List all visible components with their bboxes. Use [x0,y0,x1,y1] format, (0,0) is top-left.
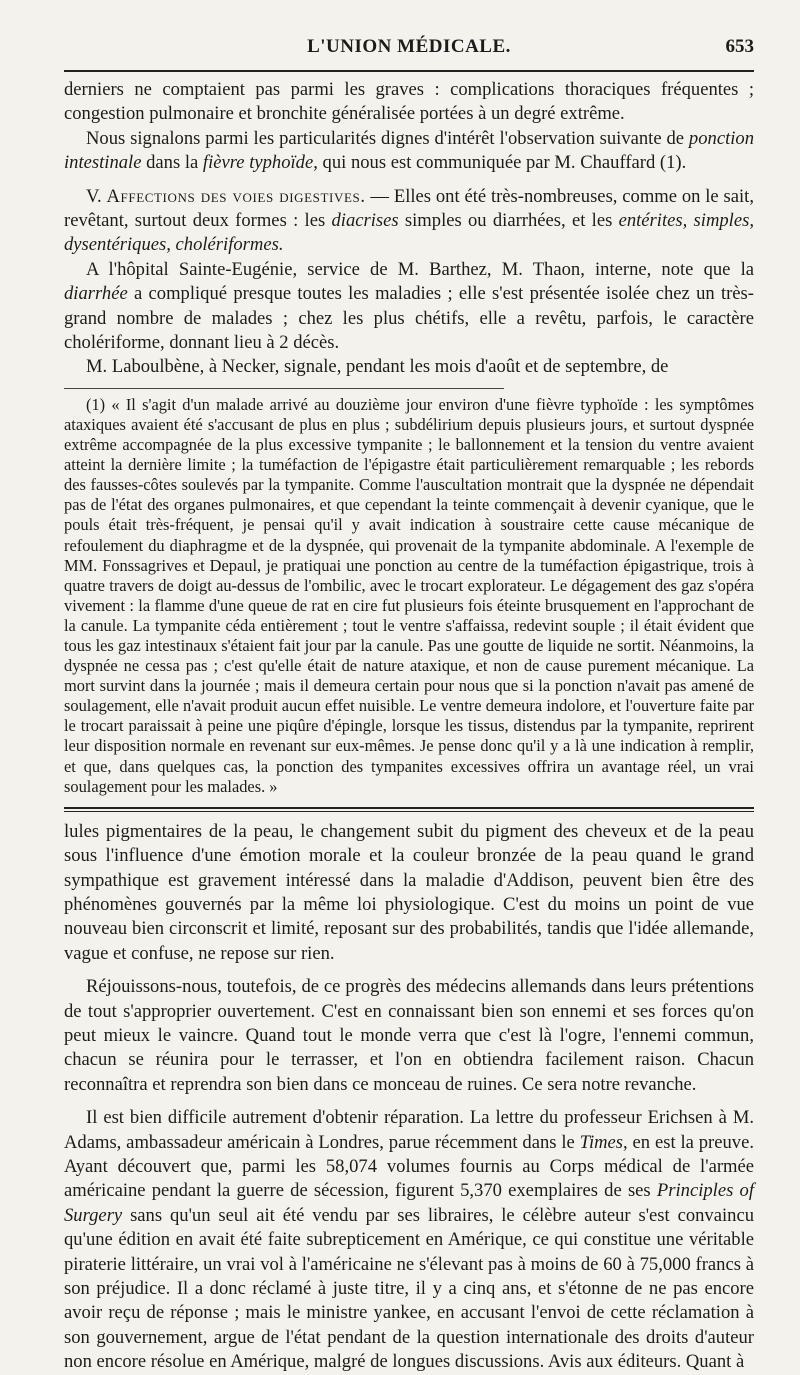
paragraph-text: simples ou diarrhées, et les [398,210,619,232]
paragraph: Réjouissons-nous, toutefois, de ce progrès des médecins allemands dans leurs prétentions de tout s'approprier ouvertement. C'est en connaissant bien son ennemi et ses forces qu'on peut mieux le vaincre. Quand tout le monde verra que c'est là l'ogre, l'ennemi commun, chacun se réunira pour le terrasser, et l'on en obtiendra facilement raison. Chacun reconnaîtra et reprendra son bien dans ce monceau de ruines. Ce sera notre revanche. [64,976,754,1095]
page-number: 653 [725,36,754,57]
paragraph [64,258,754,356]
italic-term: diacrises [331,210,399,232]
paragraph-text: Nous signalons parmi les particularités dignes d'intérêt l'observation suivante de [86,127,689,149]
paragraph [64,1106,754,1374]
section-paragraph [64,185,754,258]
paragraph-text: , en est la preuve. Ayant découvert que, parmi les 58,074 volumes fournis au Corps médical de l'armée américaine pendant la guerre de sécession, figurent 5,370 exemplaires de ses [64,1131,754,1202]
paragraph-text: , qui nous est communiquée par M. Chauffard (1). [313,152,687,174]
paragraph-text: Il est bien difficile autrement d'obtenir réparation. La lettre du professeur Erichsen à M. Adams, ambassadeur américain à Londres, parue récemment dans le [64,1107,754,1153]
paragraph-text: A l'hôpital Sainte-Eugénie, service de M. Barthez, M. Thaon, interne, note que la [86,258,754,280]
italic-term: ponction intestinale [64,127,754,174]
paragraph-text: M. Laboulbène, à Necker, signale, pendant les mois d'août et de septembre, de [86,356,669,378]
main-text [64,78,754,380]
paragraph-text: a compliqué presque toutes les maladies ; elle s'est présentée isolée chez un très-grand nombre de malades ; chez les plus chétifs, elle a revêtu, parfois, le caractère cholériforme, donnant lieu à 2 décès. [64,283,754,354]
paragraph-text: derniers ne comptaient pas parmi les graves : complications thoraciques fréquentes ; congestion pulmonaire et bronchite généralisée portées à un degré extrême. [64,79,754,125]
italic-term: entérites, simples, dysentériques, cholériformes. [64,210,754,256]
italic-term: fièvre typhoïde [202,152,314,174]
paragraph-text: sans qu'un seul ait été vendu par ses libraires, le célèbre auteur s'est convaincu qu'une édition en avait été faite subrepticement en Amérique, ce qui constitue une véritable piraterie littéraire, un vrai vol à l'américaine ne s'élevant pas à moins de 60 à 75,000 francs à son préjudice. Il a donc réclamé à juste titre, il y a cinq ans, et s'étonne de ne pas encore avoir reçu de réponse ; mais le ministre yankee, en accusant l'envoi de cette réclamation à son gouvernement, argue de l'état pendant de la question internationale des droits d'auteur non encore résolue en Amérique, malgré de longues discussions. Avis aux éditeurs. Quant à [64,1204,754,1373]
footnote-text: (1) « Il s'agit d'un malade arrivé au douzième jour environ d'une fièvre typhoïde : les symptômes ataxiques avaient été s'accusant de plus en plus ; subdélirium depuis plusieurs jours, et surtout dyspnée extrême accompagnée de la plus excessive tympanite ; le ballonnement et la tension du ventre avaient atteint la dernière limite ; la tuméfaction de l'épigastre était particulièrement remarquable ; les rebords des fausses-côtes soulevés par la tympanite. Comme l'auscultation montrait que la dyspnée ne dépendait pas de l'état des organes pulmonaires, et que cependant la teinte commençait à devenir cyanique, que le pouls était très-fréquent, je pensai qu'il y avait indication à soustraire cette cause mécanique de refoulement du diaphragme et de la dyspnée, qui provenait de la tympanite abdominale. A l'exemple de MM. Fonssagrives et Depaul, je pratiquai une ponction au centre de la tuméfaction épigastrique, trois à quatre travers de doigt au-dessus de l'ombilic, avec le trocart explorateur. Le dégagement des gaz s'opéra vivement : la flamme d'une queue de rat en cire fut plusieurs fois éteinte brusquement en l'approchant de la canule. La tympanite céda entièrement ; tout le ventre s'affaissa, redevint souple ; il était évident que tous les gaz intestinaux s'étaient fait jour par la canule. Pas une goutte de liquide ne sortit. Néanmoins, la dyspnée ne cessa pas ; c'est qu'elle était de nature ataxique, et non de cause purement mécanique. La mort survint dans la journée ; mais il demeura certain pour nous que si la ponction n'avait pas amené de soulagement, elle n'avait produit aucun effet nuisible. Le ventre demeura indolore, et l'ouverture faite par le trocart paraissait à peine une piqûre d'épingle, lorsque les tissus, distendus par la tympanite, reprirent leur disposition normale en revenant sur eux-mêmes. Je pense donc qu'il y a là une indication à remplir, et que, dans quelques cas, la ponction des tympanites excessives offrira un avantage réel, un vrai soulagement pour les malades. » [64,394,754,796]
section-number: V. [86,185,107,207]
paragraph [64,355,754,379]
paragraph-text: dans la [141,152,203,174]
paragraph [64,127,754,176]
running-title: L'UNION MÉDICALE. [307,36,511,57]
paragraph: lules pigmentaires de la peau, le changement subit du pigment des cheveux et de la peau sous l'influence d'une émotion morale et la couleur bronzée de la peau quand le grand sympathique est gravement intéressé dans la maladie d'Addison, peuvent bien être des phénomènes gouvernés par la même loi physiologique. C'est du moins un point de vue nouveau bien circonscrit et limité, reposant sur des probabilités, tandis que l'idée allemande, vague et confuse, ne repose sur rien. [64,820,754,964]
page-header [64,28,754,58]
feuilleton-rule [64,807,754,812]
italic-term: Principles of Surgery [64,1180,754,1226]
paragraph [64,78,754,127]
paragraph-text: — Elles ont été très-nombreuses, comme on le sait, revêtant, surtout deux formes : les [64,185,754,232]
section-heading: Affections des voies digestives. [106,185,366,207]
footnote [64,395,754,797]
header-rule [64,70,754,72]
feuilleton-text [64,820,754,1375]
footnote-separator [64,388,504,389]
italic-term: diarrhée [64,283,128,305]
italic-term: Times [579,1131,624,1153]
